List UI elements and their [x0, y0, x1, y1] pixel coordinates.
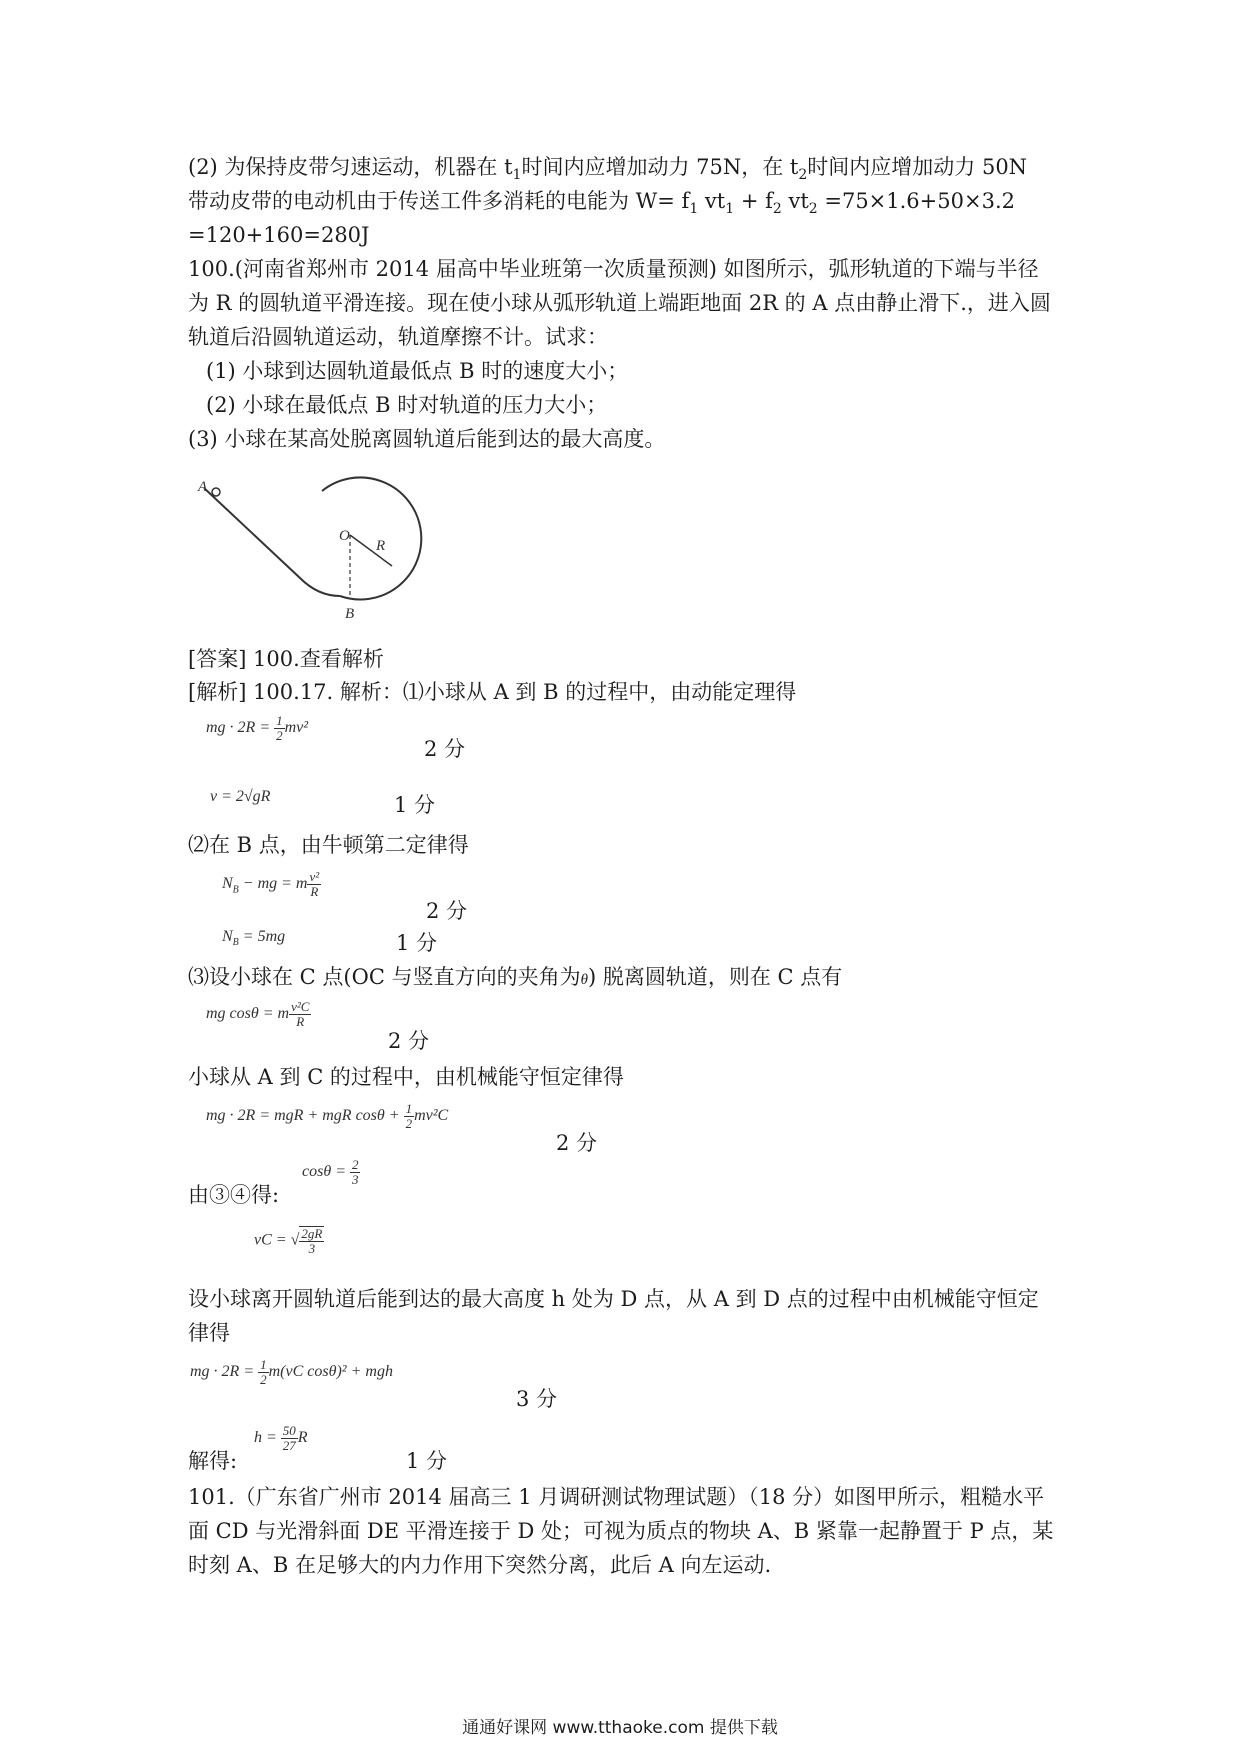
label-o: O: [339, 528, 350, 544]
by-3-4-label: 由③④得:: [188, 1183, 280, 1207]
equation-3: $N_B$ − mg = m $\frac{\text{v²}}{R}$: [222, 869, 320, 899]
equation-5: mg cosθ = m $\frac{\text{v²C}}{R}$: [206, 999, 310, 1029]
max-height-line-1: 设小球离开圆轨道后能到达的最大高度 h 处为 D 点，从 A 到 D 点的过程中由机械能守恒定: [188, 1287, 1039, 1311]
analysis-step-3: ⑶设小球在 C 点(OC 与竖直方向的夹角为θ) 脱离圆轨道，则在 C 点有: [188, 965, 843, 989]
score-8: 1 分: [406, 1449, 448, 1473]
prev-part2-line3: =120+160=280J: [188, 223, 370, 247]
solve-label: 解得:: [188, 1449, 238, 1473]
equation-8: vC = √ $\frac{2gR}{3}$: [254, 1226, 323, 1256]
circle-track: [322, 477, 421, 599]
question-3: (3) 小球在某高处脱离圆轨道后能到达的最大高度。: [188, 427, 666, 451]
footer-text: 通通好课网 www.tthaoke.com 提供下载: [462, 1718, 778, 1738]
ball-a: [212, 488, 220, 496]
equation-6: mg · 2R = mgR + mgR cosθ + $\frac{1}{2}$ mv²C: [206, 1101, 449, 1131]
score-5: 2 分: [388, 1029, 430, 1053]
label-b: B: [345, 606, 355, 622]
radius-line: [350, 535, 392, 566]
max-height-line-2: 律得: [188, 1321, 230, 1345]
analysis-step-2: ⑵在 B 点，由牛顿第二定律得: [188, 833, 469, 857]
score-6: 2 分: [556, 1131, 598, 1155]
track-diagram: [190, 468, 430, 628]
label-r: R: [376, 538, 386, 554]
problem-100-line3: 轨道后沿圆轨道运动，轨道摩擦不计。试求：: [188, 325, 608, 349]
problem-101-line3: 时刻 A、B 在足够大的内力作用下突然分离，此后 A 向左运动.: [188, 1553, 772, 1577]
equation-7: cosθ = $\frac{2}{3}$: [302, 1157, 359, 1187]
problem-101-line2: 面 CD 与光滑斜面 DE 平滑连接于 D 处；可视为质点的物块 A、B 紧靠一起静置于 P 点，某: [188, 1519, 1054, 1543]
analysis-intro: [解析] 100.17. 解析：⑴小球从 A 到 B 的过程中，由动能定理得: [188, 680, 797, 704]
score-1: 2 分: [424, 737, 466, 761]
equation-4: $N_B = 5mg$: [222, 928, 286, 949]
question-1: (1) 小球到达圆轨道最低点 B 时的速度大小；: [206, 359, 629, 383]
score-7: 3 分: [516, 1387, 558, 1411]
problem-100-line2: 为 R 的圆轨道平滑连接。现在使小球从弧形轨道上端距地面 2R 的 A 点由静止滑下.，进入圆: [188, 291, 1051, 315]
problem-100-line1: 100.(河南省郑州市 2014 届高中毕业班第一次质量预测) 如图所示，弧形轨道的下端与半径: [188, 257, 1039, 281]
equation-1: mg · 2R = $\frac{1}{2}$ mv²: [206, 713, 309, 743]
question-2: (2) 小球在最低点 B 时对轨道的压力大小；: [206, 393, 608, 417]
equation-10: h = $\frac{50}{27}$ R: [254, 1423, 308, 1453]
prev-part2-line2: 带动皮带的电动机由于传送工件多消耗的电能为 $W= f_1$ $vt_1 + f_2$ $vt_2 =75\times 1.6+50\times 3.2$: [188, 189, 1015, 218]
problem-101-line1: 101.（广东省广州市 2014 届高三 1 月调研测试物理试题）（18 分）如图甲所示，粗糙水平: [188, 1485, 1045, 1509]
arc-track: [204, 488, 340, 596]
prev-part2-line1: (2) 为保持皮带匀速运动，机器在 $t_1$时间内应增加动力 75N，在 $t_2$时间内应增加动力 50N: [188, 155, 1028, 184]
score-4: 1 分: [396, 931, 438, 955]
score-3: 2 分: [426, 899, 468, 923]
answer-line: [答案] 100.查看解析: [188, 647, 384, 671]
equation-2: v = 2√gR: [210, 788, 271, 805]
label-a: A: [198, 479, 208, 495]
score-2: 1 分: [394, 793, 436, 817]
equation-9: mg · 2R = $\frac{1}{2}$ m(vC cosθ)² + mgh: [190, 1357, 393, 1387]
mechanical-energy-line: 小球从 A 到 C 的过程中，由机械能守恒定律得: [188, 1065, 624, 1089]
